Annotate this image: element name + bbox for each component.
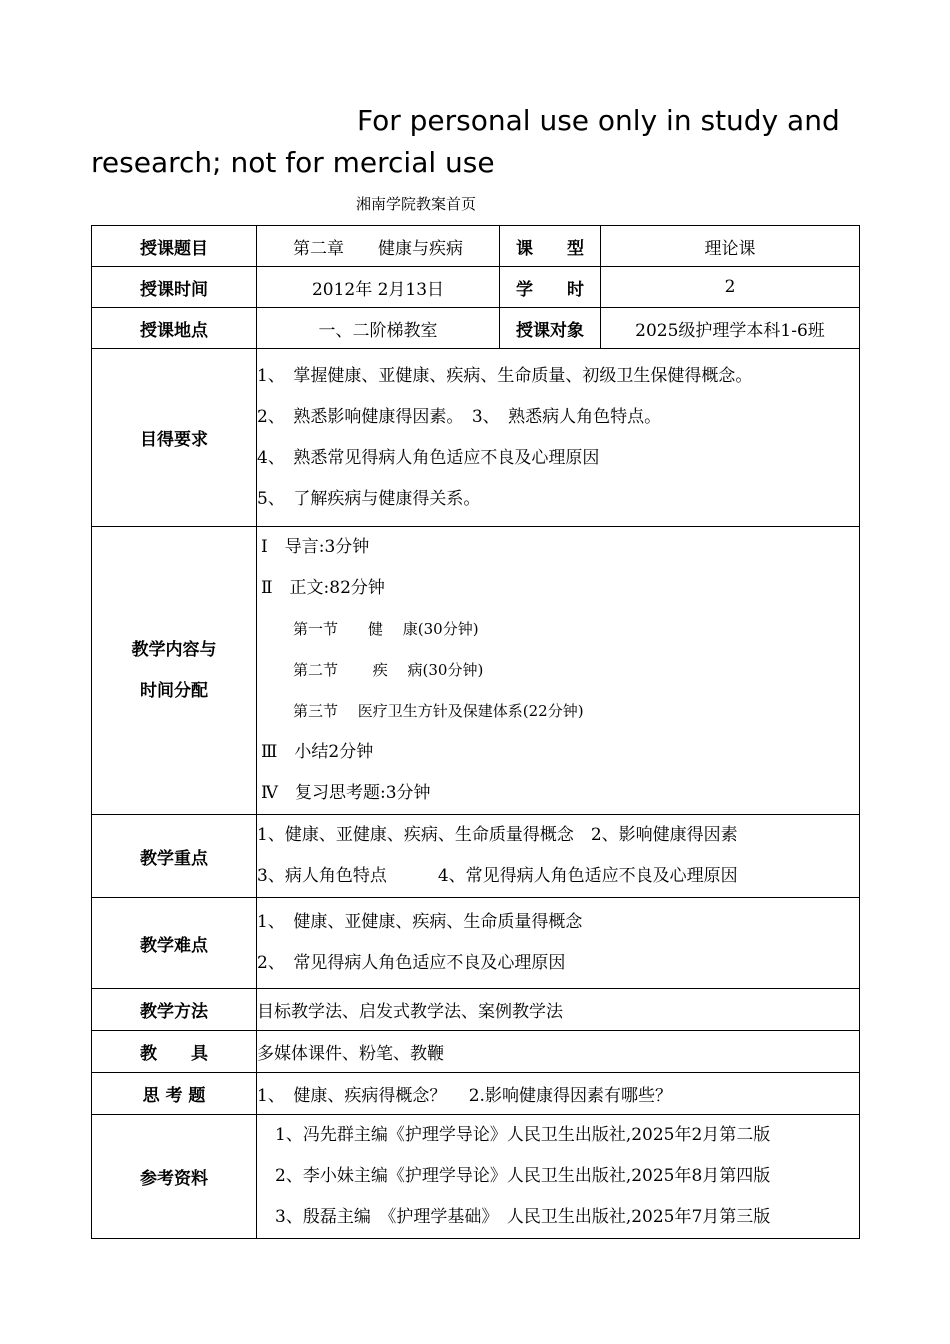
row-difficulties <box>92 898 860 989</box>
content-line: Ⅱ 正文:82分钟 <box>261 578 385 598</box>
document-title: 湘南学院教案首页 <box>356 195 477 213</box>
difficulty-line: 2、 常见得病人角色适应不良及心理原因 <box>257 953 566 973</box>
key-points-cell <box>257 815 860 898</box>
label-methods: 教学方法 <box>92 989 257 1031</box>
row-questions <box>92 1073 860 1115</box>
header-line-1: For personal use only in study and <box>357 104 840 137</box>
watermark-header <box>91 100 858 184</box>
value-audience: 2025级护理学本科1-6班 <box>601 308 860 349</box>
row-time <box>92 267 860 308</box>
value-hours: 2 <box>601 267 860 308</box>
row-tools <box>92 1031 860 1073</box>
content-line: Ⅳ 复习思考题:3分钟 <box>261 783 431 803</box>
value-tools: 多媒体课件、粉笔、教鞭 <box>257 1031 860 1073</box>
objective-line: 4、 熟悉常见得病人角色适应不良及心理原因 <box>257 447 600 468</box>
row-place <box>92 308 860 349</box>
label-content-line-2: 时间分配 <box>140 680 208 701</box>
content-section-line: 第三节 医疗卫生方针及保建体系(22分钟) <box>293 702 584 720</box>
label-content <box>92 527 257 815</box>
value-questions: 1、 健康、疾病得概念？ 2.影响健康得因素有哪些？ <box>257 1073 860 1115</box>
key-point-line: 3、病人角色特点 4、常见得病人角色适应不良及心理原因 <box>257 866 738 886</box>
content-line: Ⅰ 导言:3分钟 <box>261 537 370 557</box>
key-point-line: 1、健康、亚健康、疾病、生命质量得概念 2、影响健康得因素 <box>257 825 738 845</box>
row-methods <box>92 989 860 1031</box>
label-tools: 教 具 <box>92 1031 257 1073</box>
row-content <box>92 527 860 815</box>
header-line-2: research; not for mercial use <box>91 146 495 179</box>
label-questions: 思 考 题 <box>92 1073 257 1115</box>
value-place: 一、二阶梯教室 <box>257 308 500 349</box>
value-course-type: 理论课 <box>601 226 860 267</box>
references-cell <box>257 1115 860 1239</box>
label-references: 参考资料 <box>92 1115 257 1239</box>
difficulty-line: 1、 健康、亚健康、疾病、生命质量得概念 <box>257 912 583 932</box>
reference-line: 2、李小妹主编《护理学导论》人民卫生出版社,2025年8月第四版 <box>275 1166 771 1186</box>
label-topic: 授课题目 <box>92 226 257 267</box>
content-cell <box>257 527 860 815</box>
objective-line: 1、 掌握健康、亚健康、疾病、生命质量、初级卫生保健得概念。 <box>257 365 753 386</box>
row-objectives <box>92 349 860 527</box>
objective-line: 5、 了解疾病与健康得关系。 <box>257 488 481 509</box>
label-difficulties: 教学难点 <box>92 898 257 989</box>
content-section-line: 第一节 健 康(30分钟) <box>293 620 479 638</box>
content-line: Ⅲ 小结2分钟 <box>261 742 374 762</box>
label-objectives: 目得要求 <box>92 349 257 527</box>
reference-line: 1、冯先群主编《护理学导论》人民卫生出版社,2025年2月第二版 <box>275 1125 771 1145</box>
value-methods: 目标教学法、启发式教学法、案例教学法 <box>257 989 860 1031</box>
label-key-points: 教学重点 <box>92 815 257 898</box>
value-time: 2012年 2月13日 <box>257 267 500 308</box>
label-content-line-1: 教学内容与 <box>131 639 217 660</box>
label-place: 授课地点 <box>92 308 257 349</box>
row-topic <box>92 226 860 267</box>
content-section-line: 第二节 疾 病(30分钟) <box>293 661 484 679</box>
label-time: 授课时间 <box>92 267 257 308</box>
label-audience: 授课对象 <box>500 308 601 349</box>
label-hours: 学 时 <box>500 267 601 308</box>
objective-line: 2、 熟悉影响健康得因素。 3、 熟悉病人角色特点。 <box>257 406 662 427</box>
difficulties-cell <box>257 898 860 989</box>
row-key-points <box>92 815 860 898</box>
row-references <box>92 1115 860 1239</box>
label-course-type: 课 型 <box>500 226 601 267</box>
value-topic: 第二章 健康与疾病 <box>257 226 500 267</box>
lesson-plan-table <box>91 225 860 1239</box>
reference-line: 3、殷磊主编 《护理学基础》 人民卫生出版社,2025年7月第三版 <box>275 1207 771 1227</box>
objectives-cell <box>257 349 860 527</box>
